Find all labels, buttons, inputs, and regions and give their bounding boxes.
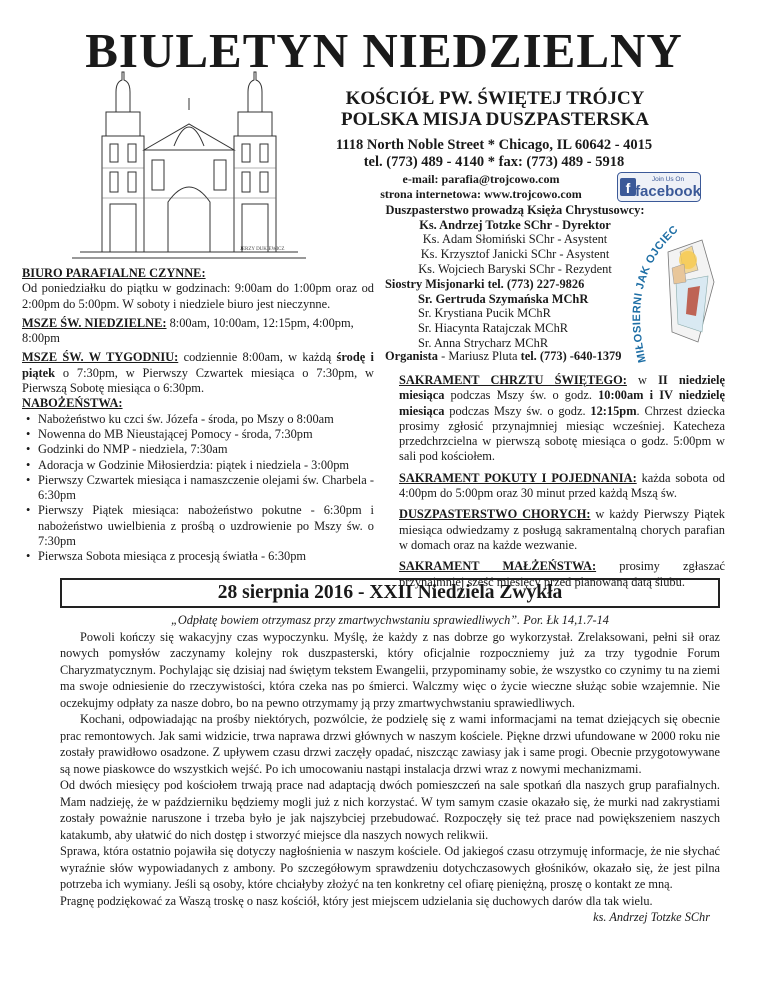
- parish-name: KOŚCIÓŁ PW. ŚWIĘTEJ TRÓJCY: [345, 88, 645, 109]
- sister-superior: Sr. Gertruda Szymańska MChR: [418, 291, 589, 306]
- sisters-list: [385, 277, 641, 351]
- sunday-masses-heading: MSZE ŚW. NIEDZIELNE:: [22, 315, 167, 330]
- contact-block: [358, 172, 604, 202]
- letter-paragraph: Powoli kończy się wakacyjny czas wypoczynku. Myślę, że każdy z nas dobrze go wykorzystał. Zrelaksowani, pełni sił oraz nowych pomysłów zaczynamy kolejny rok duszpasterski, który oficjalnie rozpoczniemy już za trzy tygodnie Forum Charyzmatycznym. Pochylając się dzisiaj nad świętym tekstem Ewangelii, przypominamy sobie, że wszystko co czynimy tu na ziemi ma swoje odniesienie do rzeczywistości, która czeka nas po śmierci. Walczmy więc o życie wieczne służąc sobie wzajemnie. Nie oczekujmy odpłaty za nasze dobro, bo na pewno otrzymamy ją przy zmartwychwstaniu sprawiedliwych.: [60, 629, 720, 710]
- sunday-masses-text: 8:00am, 10:00am, 12:15pm, 4:00pm, 8:00pm: [22, 315, 354, 346]
- bulletin-title: BIULETYN NIEDZIELNY: [85, 23, 683, 78]
- list-item: • Nabożeństwo ku czci św. Józefa - środa, po Mszy o 8:00am: [32, 412, 374, 427]
- date-banner: 28 sierpnia 2016 - XXII Niedziela Zwykła: [60, 578, 720, 608]
- svg-text:f: f: [625, 180, 631, 196]
- baptism-text: II niedzielę miesiąca: [399, 373, 725, 403]
- sunday-masses: [22, 316, 374, 347]
- baptism-text: podczas Mszy św. o godz.: [444, 403, 591, 418]
- baptism-text: podczas Mszy św. o godz.: [444, 388, 599, 403]
- clergy-director: Ks. Andrzej Totzke SChr - Dyrektor: [419, 217, 611, 232]
- weekday-masses-text: o 7:30pm, w Pierwszy Czwartek miesiąca o 7:30pm, w Pierwszą Sobotę miesiąca o 6:30pm.: [22, 365, 374, 396]
- list-item: • Nowenna do MB Nieustającej Pomocy - środa, 7:30pm: [32, 427, 374, 442]
- list-item: • Pierwsza Sobota miesiąca z procesją światła - 6:30pm: [32, 549, 374, 564]
- list-item: • Godzinki do NMP - niedziela, 7:30am: [32, 442, 374, 457]
- letter-paragraph: Sprawa, która ostatnio pojawiła się dotyczy nagłośnienia w naszym kościele. Od jakiegoś czasu otrzymuję informacje, że nie słychać wyraźnie słów wypowiadanych z ambony. Po szczegółowym sprawdzeniu dotychczasowych głośników, okazało się, że jest pilna potrzeba ich wymiany. Jeśli są osoby, które chciałyby złożyć na ten konkretny cel ofiarę pieniężną, proszę o kontakt ze mną.: [60, 844, 720, 891]
- clergy-member: Ks. Wojciech Baryski SChr - Rezydent: [418, 261, 612, 276]
- phone-fax: tel. (773) 489 - 4140 * fax: (773) 489 - 5918: [363, 154, 625, 170]
- gospel-quote: „Odpłatę bowiem otrzymasz przy zmartwychwstaniu sprawiedliwych”. Por. Łk 14,1.7-14: [171, 613, 609, 627]
- letter-paragraph: Pragnę podziękować za Waszą troskę o nasz kościół, który jest miejscem udzielania się duchowych darów dla tak wielu.: [60, 893, 653, 908]
- organist-label: Organista: [385, 349, 439, 363]
- confession-text: każda sobota od 4:00pm do 5:00pm oraz 30 minut przed każdą Mszą św.: [399, 470, 725, 501]
- sick-ministry-heading: DUSZPASTERSTWO CHORYCH:: [399, 507, 591, 522]
- address-block: [318, 137, 670, 171]
- baptism-text: w: [626, 373, 659, 387]
- office-heading: BIURO PARAFIALNE CZYNNE:: [22, 266, 206, 280]
- letter-paragraph: Kochani, odpowiadając na prośby niektórych, pozwólcie, że podzielę się z wami informacjami na temat dziejących się obecnie prac remontowych. Jak sami widzicie, trwa naprawa drzwi głównych w naszym kościele. Piękne drzwi ufundowane w 2000 roku nie zostały prawidłowo osadzone. Z upływem czasu drzwi zaczęły opadać, niszcząc zawiasy jak i same progi. Obecnie przygotowywane są nowe piaskowce do wszystkich wejść. Po ich umocowaniu nastąpi instalacja drzwi wraz z nowymi mechanizmami.: [60, 712, 720, 776]
- devotions-heading: NABOŻEŃSTWA:: [22, 396, 123, 411]
- baptism-text: . Chrzest dziecka prosimy zgłosić przynajmniej miesiąc wcześniej. Katecheza przedchrzcielna w pierwszą sobotę miesiąca o godz. 5:00pm w sali pod kościołem.: [399, 403, 725, 464]
- artist-signature: JERZY DUKIEWICZ: [240, 247, 285, 252]
- jubilee-of-mercy-logo: [628, 212, 732, 372]
- clergy-member: Ks. Adam Słomiński SChr - Asystent: [422, 232, 608, 247]
- list-item: • Pierwszy Czwartek miesiąca i namaszczenie olejami św. Charbela - 6:30pm: [32, 473, 374, 504]
- list-item: • Adoracja w Godzinie Miłosierdzia: piątek i niedziela - 3:00pm: [32, 458, 374, 473]
- clergy-list: [384, 203, 646, 277]
- sisters-heading: Siostry Misjonarki tel. (773) 227-9826: [385, 277, 585, 291]
- mission-name: POLSKA MISJA DUSZPASTERSKA: [341, 109, 649, 130]
- weekday-masses-days: środę i piątek: [22, 350, 374, 380]
- weekday-masses-text: codziennie 8:00am, w każdą: [178, 350, 337, 365]
- sick-ministry-text: w każdy Pierwszy Piątek miesiąca odwiedzamy z posługą sakramentalną chorych parafian w domach oraz na każde wezwanie.: [399, 507, 725, 552]
- devotions-list: [22, 412, 374, 565]
- office-hours: [22, 266, 374, 312]
- weekday-masses-heading: MSZE ŚW. W TYGODNIU:: [22, 350, 179, 365]
- baptism-text: 10:00am i IV niedzielę miesiąca: [399, 388, 725, 418]
- facebook-wordmark: facebook: [635, 183, 701, 200]
- organist-name: - Mariusz Pluta: [438, 349, 521, 363]
- organist-phone: tel. (773) -640-1379: [520, 349, 622, 363]
- church-drawing: [72, 68, 306, 264]
- weekday-masses: [22, 350, 374, 396]
- confession-heading: SAKRAMENT POKUTY I POJEDNANIA:: [399, 470, 637, 485]
- sister-member: Sr. Anna Strycharz MChR: [418, 335, 549, 350]
- website-link[interactable]: strona internetowa: www.trojcowo.com: [380, 187, 582, 201]
- clergy-heading: Duszpasterstwo prowadzą Księża Chrystusowcy:: [385, 203, 645, 217]
- sister-member: Sr. Hiacynta Ratajczak MChR: [418, 321, 569, 336]
- parish-header: [330, 88, 660, 130]
- left-column: [22, 266, 374, 565]
- list-item: • Pierwszy Piątek miesiąca: nabożeństwo pokutne - 6:30pm i nabożeństwo uwielbienia z prośbą o uzdrowienie po Mszy św. o 7:30pm: [32, 503, 374, 549]
- sister-member: Sr. Krystiana Pucik MChR: [418, 306, 551, 321]
- letter-signature: ks. Andrzej Totzke SChr: [593, 910, 710, 924]
- baptism-heading: SAKRAMENT CHRZTU ŚWIĘTEGO:: [399, 373, 627, 387]
- letter-paragraph: Od dwóch miesięcy pod kościołem trwają prace nad adaptacją dwóch pomieszczeń na sale spotkań dla naszych grup parafialnych. Mam nadzieję, że w październiku będziemy mogli już z nich korzystać. W tym samym czasie okazało się, że murki nad zakrystiami zostały poważnie naruszone i trzeba było je jak najszybciej przebudować. Rozpoczęły się też prace nad powiększeniem naszych katakumb, aby ułatwić do nich dostęp i stworzyć miejsce dla naszych nowych relikwii.: [60, 778, 720, 842]
- sick-ministry-info: [399, 507, 725, 553]
- street-address: 1118 North Noble Street * Chicago, IL 60642 - 4015: [335, 137, 653, 153]
- marriage-text: prosimy zgłaszać przynajmniej sześć miesięcy przed planowaną datą ślubu.: [399, 559, 725, 589]
- sacraments-column: [399, 373, 725, 590]
- email-link[interactable]: e-mail: parafia@trojcowo.com: [402, 172, 560, 186]
- facebook-badge[interactable]: [617, 172, 701, 202]
- facebook-join-text: Join Us On: [651, 176, 685, 183]
- clergy-member: Ks. Krzysztof Janicki SChr - Asystent: [420, 247, 610, 262]
- baptism-info: [399, 373, 725, 465]
- jubilee-motto: MIŁOSIERNI JAK OJCIEC: [631, 223, 681, 364]
- office-text: Od poniedziałku do piątku w godzinach: 9:00am do 1:00pm oraz od 2:00pm do 5:00pm. W soboty i niedziele biuro jest nieczynne.: [22, 281, 374, 311]
- baptism-text: 12:15pm: [590, 403, 637, 418]
- marriage-heading: SAKRAMENT MAŁŻEŃSTWA:: [399, 559, 597, 574]
- pastor-letter: [60, 612, 720, 926]
- confession-info: [399, 471, 725, 502]
